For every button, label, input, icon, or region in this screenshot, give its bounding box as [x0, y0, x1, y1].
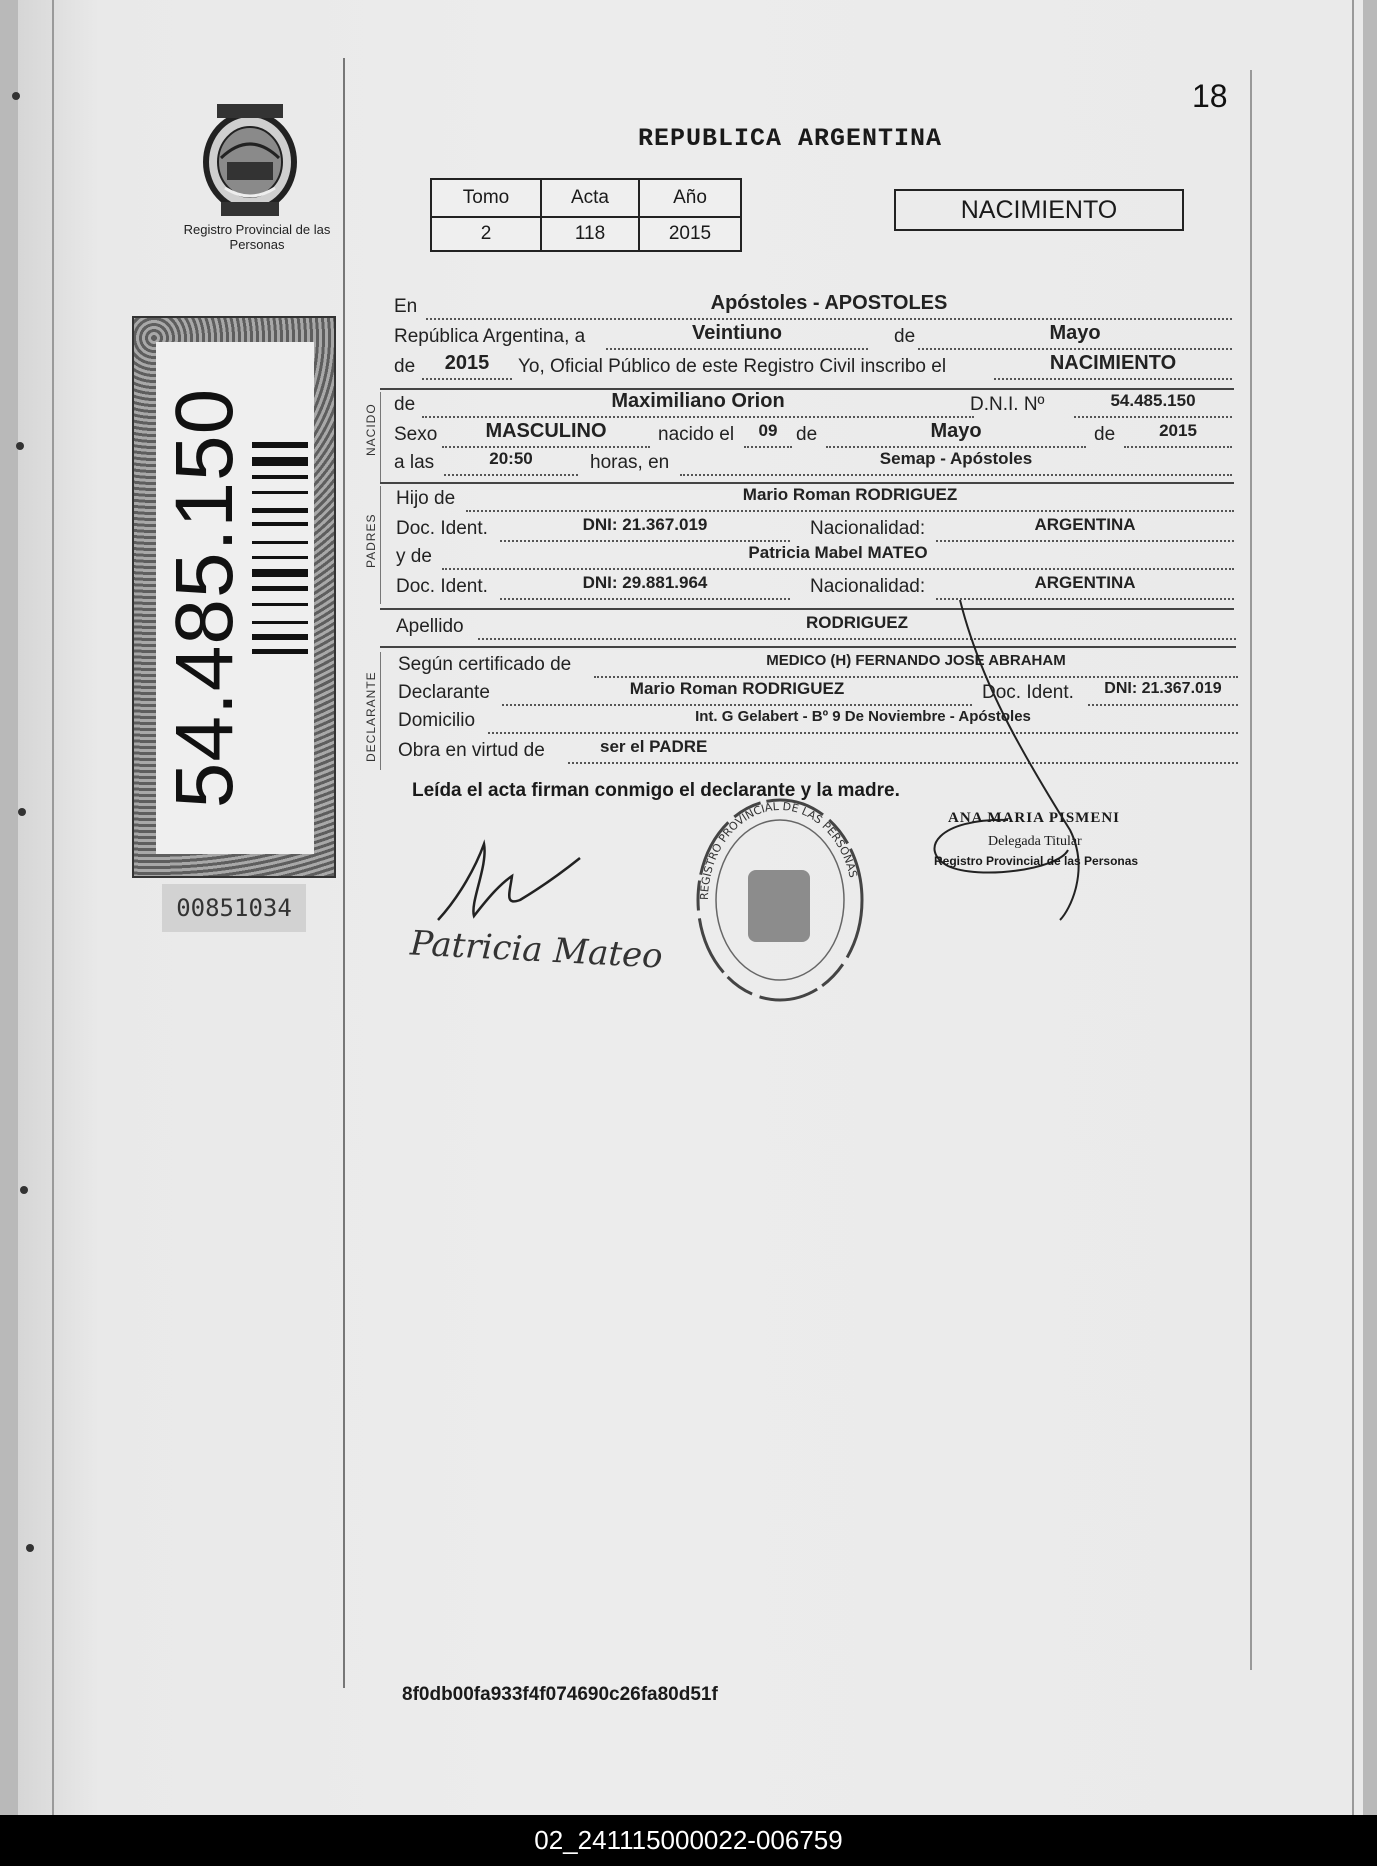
en-label: En: [394, 296, 418, 317]
barcode-bar: [252, 491, 308, 494]
footer-id-bar: 02_241115000022-006759: [0, 1815, 1377, 1866]
barcode-bar: [252, 442, 308, 448]
barcode-bar: [252, 603, 308, 606]
document-hash: 8f0db00fa933f4f074690c26fa80d51f: [402, 1684, 718, 1705]
barcode-bar: [252, 541, 308, 544]
de-label: de: [894, 326, 916, 347]
nationality-label: Nacionalidad:: [810, 518, 926, 539]
declarant-doc-field: DNI: 21.367.019: [1088, 676, 1238, 706]
dni-label: D.N.I. Nº: [970, 394, 1045, 415]
right-margin-rule: [1250, 70, 1252, 1670]
barcode-bar: [252, 457, 308, 466]
barcode-bar: [252, 556, 308, 559]
sex-label: Sexo: [394, 424, 438, 445]
act-type-field: NACIMIENTO: [994, 350, 1232, 380]
record-value-acta: 118: [541, 217, 639, 251]
record-header-ano: Año: [639, 179, 741, 217]
form-row-name: [394, 390, 1232, 420]
barcode-bar: [252, 522, 308, 526]
doc-label: Doc. Ident.: [982, 682, 1074, 703]
binding-hole: [26, 1544, 34, 1552]
record-table: [430, 178, 742, 252]
birth-year-field: 2015: [1124, 418, 1232, 448]
form-row-time: [394, 449, 1232, 478]
section-label-declarante: DECLARANTE: [364, 671, 378, 762]
round-stamp-icon: [690, 790, 870, 1010]
serial-number: 00851034: [162, 884, 306, 932]
official-role: Delegada Titular: [988, 834, 1082, 849]
mother-signature: Patricia Mateo: [409, 923, 664, 977]
declarant-field: Mario Roman RODRIGUEZ: [502, 676, 972, 706]
svg-text:REGISTRO PROVINCIAL DE LAS PER: REGISTRO PROVINCIAL DE LAS PERSONAS: [697, 799, 860, 901]
official-office: Registro Provincial de las Personas: [934, 854, 1139, 868]
barcode-bar: [252, 634, 308, 640]
declarant-label: Declarante: [398, 682, 490, 703]
mother-doc-field: DNI: 29.881.964: [500, 570, 790, 600]
page-number: 18: [1192, 78, 1228, 114]
nationality-label: Nacionalidad:: [810, 576, 926, 597]
father-doc-field: DNI: 21.367.019: [500, 512, 790, 542]
doc-label: Doc. Ident.: [396, 576, 488, 597]
barcode-bar: [252, 475, 308, 479]
section-rule: [380, 652, 381, 770]
left-margin-rule: [343, 58, 345, 1688]
provincial-emblem-icon: [197, 100, 303, 220]
surname-label: Apellido: [396, 616, 464, 637]
surname-field: RODRIGUEZ: [478, 610, 1236, 640]
record-header-tomo: Tomo: [431, 179, 541, 217]
dni-barcode-sticker: [132, 316, 336, 878]
de-label: de: [796, 424, 818, 445]
address-label: Domicilio: [398, 710, 476, 731]
barcode-icon: [252, 442, 308, 772]
day-words-field: Veintiuno: [606, 320, 868, 350]
form-row-mother-doc: [396, 573, 1234, 602]
month-field: Mayo: [918, 320, 1232, 350]
place-field: Apóstoles - APOSTOLES: [426, 290, 1232, 320]
by-virtue-label: Obra en virtud de: [398, 740, 545, 761]
barcode-bar: [252, 649, 308, 654]
dni-number-vertical: 54.485.150: [159, 387, 250, 809]
record-value-ano: 2015: [639, 217, 741, 251]
cert-label: Según certificado de: [398, 654, 572, 675]
declarant-signature: [430, 836, 590, 926]
signature-stroke: [950, 600, 1130, 930]
mother-nationality-field: ARGENTINA: [936, 570, 1234, 600]
name-field: Maximiliano Orion: [422, 388, 974, 418]
at-label: a las: [394, 452, 435, 473]
record-value-tomo: 2: [431, 217, 541, 251]
form-row-official: [394, 352, 1232, 382]
barcode-bar: [252, 569, 308, 577]
binding-hole: [16, 442, 24, 450]
barcode-bar: [252, 621, 308, 624]
father-field: Mario Roman RODRIGUEZ: [466, 482, 1234, 512]
form-row-father: [396, 485, 1234, 514]
official-name: ANA MARIA PISMENI: [948, 810, 1121, 826]
certificate-field: MEDICO (H) FERNANDO JOSE ABRAHAM: [594, 648, 1238, 678]
and-of-label: y de: [396, 546, 432, 567]
page-title: REPUBLICA ARGENTINA: [637, 124, 943, 153]
birth-place-field: Semap - Apóstoles: [680, 446, 1232, 476]
mother-field: Patricia Mabel MATEO: [442, 540, 1234, 570]
form-row-place: [394, 292, 1232, 322]
section-label-nacido: NACIDO: [364, 403, 378, 456]
born-label: nacido el: [658, 424, 735, 445]
child-of-label: Hijo de: [396, 488, 456, 509]
barcode-bar: [252, 508, 308, 513]
doc-label: Doc. Ident.: [396, 518, 488, 539]
record-type-box: NACIMIENTO: [894, 189, 1184, 231]
address-field: Int. G Gelabert - Bº 9 De Noviembre - Apóstoles: [488, 704, 1238, 734]
birth-day-field: 09: [744, 418, 792, 448]
section-label-padres: PADRES: [364, 513, 378, 568]
de-label: de: [394, 356, 416, 377]
page-fold-line: [52, 0, 54, 1815]
birth-month-field: Mayo: [826, 418, 1086, 448]
official-text: Yo, Oficial Público de este Registro Civil inscribo el: [518, 356, 947, 377]
form-row-mother: [396, 543, 1234, 572]
year-field: 2015: [422, 350, 512, 380]
record-header-acta: Acta: [541, 179, 639, 217]
hours-label: horas, en: [590, 452, 670, 473]
republic-label: República Argentina, a: [394, 326, 586, 347]
binding-hole: [18, 808, 26, 816]
de-label: de: [1094, 424, 1116, 445]
registry-label: Registro Provincial de las Personas: [183, 222, 331, 252]
page-edge-line: [1352, 0, 1354, 1815]
closing-text: Leída el acta firman conmigo el declarante y la madre.: [412, 780, 900, 801]
dni-field: 54.485.150: [1074, 388, 1232, 418]
by-virtue-field: ser el PADRE: [568, 734, 1238, 764]
binding-hole: [12, 92, 20, 100]
father-nationality-field: ARGENTINA: [936, 512, 1234, 542]
section-rule: [380, 392, 381, 484]
section-rule: [380, 486, 381, 604]
barcode-bar: [252, 586, 308, 591]
de-label: de: [394, 394, 416, 415]
sex-field: MASCULINO: [442, 418, 650, 448]
time-field: 20:50: [444, 446, 578, 476]
form-row-date: [394, 322, 1232, 352]
binding-hole: [20, 1186, 28, 1194]
